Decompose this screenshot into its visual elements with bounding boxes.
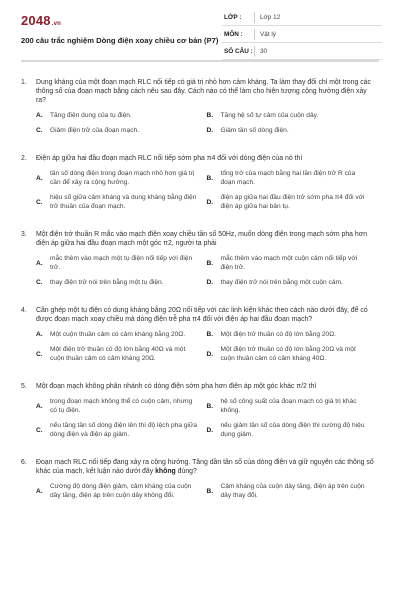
question-5	[21, 382, 377, 445]
question-text	[21, 306, 377, 324]
logo-suffix: .vn	[51, 21, 62, 27]
option-text: Giảm điện trở của đoạn mạch.	[50, 127, 139, 134]
option-letter: C.	[36, 426, 43, 434]
option-text: Giảm tần số dòng điện.	[220, 127, 289, 134]
option-text: mắc thêm vào mạch một tụ điện nối tiếp với điện trở.	[50, 255, 193, 271]
option-text: điện áp giữa hai đầu điện trở sớm pha π4 đối với điện áp giữa hai bản tụ.	[220, 194, 365, 210]
option-letter: B.	[206, 259, 214, 267]
option-text: Tăng điện dung của tụ điện.	[50, 112, 132, 119]
question-text	[21, 382, 377, 391]
question-keyword: không	[155, 468, 176, 475]
page-header	[0, 0, 400, 64]
option-letter: A.	[36, 174, 43, 182]
option-b[interactable]	[207, 254, 378, 272]
option-text: tần số dòng điện trong đoạn mạch nhỏ hơn giá trị cần để xảy ra cộng hưởng.	[50, 170, 195, 186]
question-stem: Một đoạn mạch không phân nhánh có dòng điện sớm pha hơn điện áp một góc khác π/2 thì	[36, 383, 317, 390]
info-value: Lớp 12	[260, 14, 281, 21]
answer-options	[21, 111, 377, 141]
option-letter: B.	[206, 174, 214, 182]
header-divider	[21, 60, 379, 62]
option-letter: C.	[36, 198, 43, 206]
option-letter: D.	[206, 350, 214, 358]
option-letter: B.	[206, 112, 214, 119]
logo-text: 2048	[21, 13, 51, 28]
option-letter: A.	[36, 487, 43, 495]
option-letter: B.	[206, 331, 214, 338]
info-label: LỚP :	[224, 14, 242, 21]
option-a[interactable]	[36, 254, 207, 272]
option-b[interactable]	[207, 169, 378, 187]
option-letter: C.	[36, 350, 43, 358]
question-stem: Cần ghép một tụ điện có dung kháng bằng 20Ω nối tiếp với các linh kiện khác theo cách nào dưới đây, để có được đoạn mạch xoay chiều mà dòng điện trễ pha π4 đối với điện áp hai đầu đoạn mạch?	[36, 307, 368, 323]
option-c[interactable]	[36, 421, 207, 439]
question-stem: Dung kháng của một đoạn mạch RLC nối tiếp có giá trị nhỏ hơn cảm kháng. Ta làm thay đổi chỉ một trong các thông số của đoạn mạch bằng cách nêu sau đây. Cách nào có thể làm cho hiện tượng cộng hưởng điện xảy ra?	[36, 79, 371, 104]
option-letter: D.	[206, 127, 214, 134]
question-1	[21, 78, 377, 141]
option-letter: B.	[206, 487, 214, 495]
option-c[interactable]	[36, 126, 207, 135]
option-c[interactable]	[36, 193, 207, 211]
question-number: 1.	[21, 79, 27, 86]
option-b[interactable]	[207, 482, 378, 500]
option-text: Cường độ dòng điện giảm, cảm kháng của cuộn dây tăng, điện áp trên cuộn dây không đổi.	[50, 483, 192, 499]
info-divider	[254, 12, 255, 23]
option-a[interactable]	[36, 482, 207, 500]
option-a[interactable]	[36, 169, 207, 187]
answer-options	[21, 254, 377, 293]
option-a[interactable]	[36, 397, 207, 415]
answer-options	[21, 397, 377, 445]
info-value: 30	[260, 48, 268, 55]
option-a[interactable]	[36, 111, 207, 120]
info-row-class	[222, 9, 382, 26]
option-text: nếu giảm tần số của dòng điện thì cường độ hiệu dụng giảm.	[220, 422, 365, 438]
option-b[interactable]	[207, 111, 378, 120]
question-text	[21, 230, 377, 248]
option-letter: C.	[36, 127, 43, 134]
answer-options	[21, 169, 377, 217]
option-d[interactable]	[207, 193, 378, 211]
question-number: 2.	[21, 155, 27, 162]
option-text: Một điện trở thuần có độ lớn bằng 20Ω.	[220, 331, 336, 338]
info-row-subject	[222, 26, 382, 43]
option-letter: A.	[36, 259, 43, 267]
option-text: trong đoạn mạch không thể có cuộn cảm, nhưng có tụ điện.	[50, 398, 193, 414]
site-logo[interactable]	[21, 13, 61, 28]
option-letter: A.	[36, 402, 43, 410]
info-table	[222, 9, 382, 60]
question-text	[21, 78, 377, 105]
option-b[interactable]	[207, 397, 378, 415]
option-b[interactable]	[207, 330, 378, 339]
option-text: nếu tăng tần số dòng điện lên thì độ lệch pha giữa dòng điện và điện áp giảm.	[50, 422, 198, 438]
option-d[interactable]	[207, 421, 378, 439]
option-letter: D.	[206, 198, 214, 206]
question-number: 3.	[21, 231, 27, 238]
option-text: Tăng hệ số tự cảm của cuộn dây.	[220, 112, 319, 119]
option-d[interactable]	[207, 278, 378, 287]
question-number: 5.	[21, 383, 27, 390]
question-number: 4.	[21, 307, 27, 314]
option-text: Một điện trở thuần có độ lớn bằng 40Ω và một cuộn thuần cảm có cảm kháng 20Ω.	[50, 346, 186, 362]
answer-options	[21, 330, 377, 369]
option-text: Cảm kháng của cuộn dây tăng, điện áp trên cuộn dây thay đổi.	[220, 483, 365, 499]
option-letter: B.	[206, 402, 214, 410]
option-text: mắc thêm vào mạch một cuộn cảm nối tiếp với điện trở.	[220, 255, 358, 271]
option-text: hệ số công suất của đoạn mạch có giá trị khác không.	[220, 398, 357, 414]
question-4	[21, 306, 377, 369]
option-letter: C.	[36, 279, 43, 286]
info-label: SỐ CÂU :	[224, 48, 253, 55]
option-text: tổng trở của mạch bằng hai lần điện trở R của đoạn mạch.	[220, 170, 356, 186]
question-stem: Điện áp giữa hai đầu đoạn mạch RLC nối tiếp sớm pha π4 đối với dòng điện của nó thì	[36, 155, 303, 162]
option-text: Một cuộn thuần cảm có cảm kháng bằng 20Ω.	[50, 331, 186, 338]
option-letter: D.	[206, 426, 214, 434]
question-3	[21, 230, 377, 293]
question-list	[21, 78, 377, 519]
info-divider	[254, 29, 255, 40]
question-stem-part: Đoạn mạch RLC nối tiếp đang xảy ra cộng hưởng. Tăng dần tần số của dòng điện và giữ nguyên các thông số khác của mạch, kết luận nào dưới đây	[36, 459, 374, 475]
question-text	[21, 458, 377, 476]
option-c[interactable]	[36, 345, 207, 363]
question-stem-part: đúng?	[175, 468, 197, 475]
option-d[interactable]	[207, 345, 378, 363]
option-text: hiệu số giữa cảm kháng và dung kháng bằng điện trở thuần của đoạn mạch.	[50, 194, 197, 210]
option-letter: D.	[206, 279, 214, 286]
option-text: thay điện trở nói trên bằng một cuộn cảm.	[220, 279, 343, 286]
option-c[interactable]	[36, 278, 207, 287]
answer-options	[21, 482, 377, 506]
option-text: Một điện trở thuần có độ lớn bằng 20Ω và một cuộn thuần cảm có cảm kháng 40Ω.	[220, 346, 356, 362]
question-2	[21, 154, 377, 217]
question-stem: Một điện trở thuần R mắc vào mạch điện xoay chiều tần số 50Hz, muốn dòng điện trong mạch sớm pha hơn điện áp giữa hai đầu đoạn mạch một góc π2, người ta phải	[36, 231, 368, 247]
document-title: 200 câu trắc nghiệm Dòng điện xoay chiều cơ bản (P7)	[21, 36, 219, 45]
option-d[interactable]	[207, 126, 378, 135]
question-number: 6.	[21, 459, 27, 466]
info-value: Vật lý	[260, 31, 276, 38]
question-stem	[36, 459, 374, 475]
question-6	[21, 458, 377, 506]
info-divider	[254, 46, 255, 57]
question-text	[21, 154, 377, 163]
option-a[interactable]	[36, 330, 207, 339]
option-letter: A.	[36, 112, 43, 119]
option-letter: A.	[36, 331, 43, 338]
option-text: thay điện trở nói trên bằng một tụ điện.	[50, 279, 164, 286]
info-row-count	[222, 43, 382, 60]
info-label: MÔN :	[224, 31, 243, 38]
